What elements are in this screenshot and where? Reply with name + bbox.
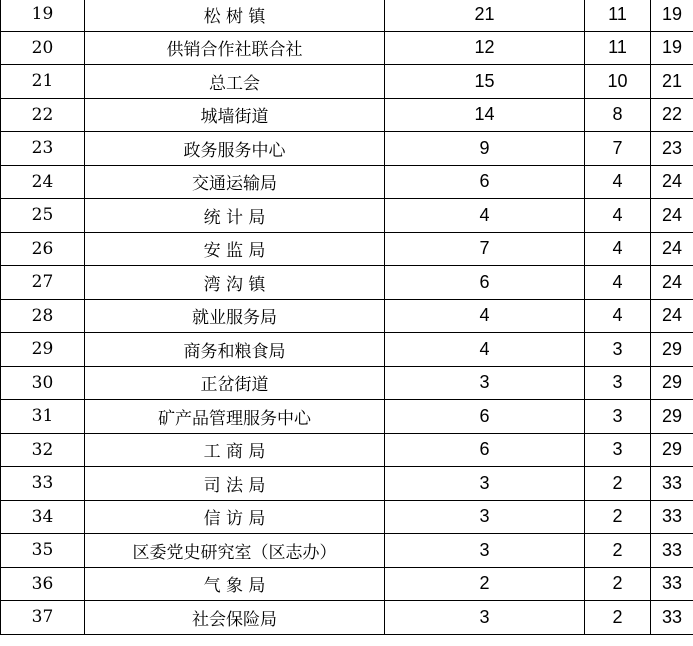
- table-row: [1, 400, 693, 434]
- unit-name-cell: 湾 沟 镇: [85, 266, 385, 300]
- value-b-cell: 7: [585, 132, 651, 166]
- value-a-cell: 9: [385, 132, 585, 166]
- value-c-cell: 24: [651, 199, 693, 233]
- value-a-cell: 3: [385, 366, 585, 400]
- unit-name-cell: 区委党史研究室（区志办）: [85, 534, 385, 568]
- value-a-cell: 14: [385, 98, 585, 132]
- value-c-cell: 19: [651, 0, 693, 31]
- value-c-cell: 33: [651, 567, 693, 601]
- value-c-cell: 29: [651, 400, 693, 434]
- value-a-cell: 15: [385, 65, 585, 99]
- value-c-cell: 24: [651, 165, 693, 199]
- table-row: [1, 98, 693, 132]
- rank-cell: 19: [1, 0, 85, 31]
- value-a-cell: 3: [385, 467, 585, 501]
- value-c-cell: 33: [651, 534, 693, 568]
- value-c-cell: 29: [651, 366, 693, 400]
- unit-name-cell: 气 象 局: [85, 567, 385, 601]
- value-a-cell: 3: [385, 534, 585, 568]
- value-c-cell: 24: [651, 299, 693, 333]
- value-a-cell: 3: [385, 500, 585, 534]
- value-b-cell: 3: [585, 333, 651, 367]
- unit-name-cell: 安 监 局: [85, 232, 385, 266]
- rank-cell: 29: [1, 333, 85, 367]
- value-a-cell: 6: [385, 165, 585, 199]
- rank-cell: 26: [1, 232, 85, 266]
- value-c-cell: 24: [651, 266, 693, 300]
- value-b-cell: 4: [585, 299, 651, 333]
- value-b-cell: 11: [585, 0, 651, 31]
- unit-name-cell: 政务服务中心: [85, 132, 385, 166]
- value-a-cell: 4: [385, 299, 585, 333]
- value-b-cell: 4: [585, 199, 651, 233]
- rank-cell: 27: [1, 266, 85, 300]
- value-b-cell: 4: [585, 232, 651, 266]
- table-row: [1, 467, 693, 501]
- value-c-cell: 33: [651, 500, 693, 534]
- unit-name-cell: 交通运输局: [85, 165, 385, 199]
- value-a-cell: 6: [385, 266, 585, 300]
- table-row: [1, 232, 693, 266]
- value-a-cell: 7: [385, 232, 585, 266]
- table-row: [1, 433, 693, 467]
- rank-cell: 37: [1, 601, 85, 635]
- unit-name-cell: 矿产品管理服务中心: [85, 400, 385, 434]
- table-row: [1, 366, 693, 400]
- rank-cell: 30: [1, 366, 85, 400]
- rank-cell: 23: [1, 132, 85, 166]
- value-c-cell: 22: [651, 98, 693, 132]
- rank-cell: 25: [1, 199, 85, 233]
- rank-cell: 33: [1, 467, 85, 501]
- unit-name-cell: 商务和粮食局: [85, 333, 385, 367]
- rank-cell: 32: [1, 433, 85, 467]
- unit-name-cell: 统 计 局: [85, 199, 385, 233]
- value-b-cell: 4: [585, 165, 651, 199]
- value-b-cell: 2: [585, 500, 651, 534]
- table-row: [1, 333, 693, 367]
- value-c-cell: 21: [651, 65, 693, 99]
- rank-cell: 24: [1, 165, 85, 199]
- value-b-cell: 3: [585, 400, 651, 434]
- table-row: [1, 601, 693, 635]
- value-a-cell: 6: [385, 433, 585, 467]
- table-row: [1, 199, 693, 233]
- value-c-cell: 33: [651, 467, 693, 501]
- value-b-cell: 4: [585, 266, 651, 300]
- value-c-cell: 33: [651, 601, 693, 635]
- value-a-cell: 12: [385, 31, 585, 65]
- value-c-cell: 24: [651, 232, 693, 266]
- table-row: [1, 534, 693, 568]
- value-b-cell: 3: [585, 433, 651, 467]
- rank-cell: 35: [1, 534, 85, 568]
- table-row: [1, 31, 693, 65]
- table-row: [1, 0, 693, 31]
- value-b-cell: 2: [585, 534, 651, 568]
- table-row: [1, 65, 693, 99]
- unit-name-cell: 正岔街道: [85, 366, 385, 400]
- value-a-cell: 21: [385, 0, 585, 31]
- table-row: [1, 567, 693, 601]
- table-body: [1, 0, 693, 634]
- unit-name-cell: 工 商 局: [85, 433, 385, 467]
- unit-name-cell: 松 树 镇: [85, 0, 385, 31]
- value-b-cell: 3: [585, 366, 651, 400]
- value-a-cell: 4: [385, 333, 585, 367]
- rank-cell: 31: [1, 400, 85, 434]
- table-row: [1, 299, 693, 333]
- value-c-cell: 29: [651, 433, 693, 467]
- value-c-cell: 29: [651, 333, 693, 367]
- unit-name-cell: 司 法 局: [85, 467, 385, 501]
- value-b-cell: 10: [585, 65, 651, 99]
- table-row: [1, 132, 693, 166]
- unit-name-cell: 总工会: [85, 65, 385, 99]
- rank-cell: 34: [1, 500, 85, 534]
- unit-name-cell: 供销合作社联合社: [85, 31, 385, 65]
- value-c-cell: 19: [651, 31, 693, 65]
- rank-cell: 36: [1, 567, 85, 601]
- value-b-cell: 2: [585, 567, 651, 601]
- value-a-cell: 3: [385, 601, 585, 635]
- table-row: [1, 165, 693, 199]
- unit-name-cell: 社会保险局: [85, 601, 385, 635]
- value-c-cell: 23: [651, 132, 693, 166]
- value-b-cell: 8: [585, 98, 651, 132]
- unit-name-cell: 就业服务局: [85, 299, 385, 333]
- value-b-cell: 11: [585, 31, 651, 65]
- table-row: [1, 266, 693, 300]
- unit-name-cell: 信 访 局: [85, 500, 385, 534]
- value-b-cell: 2: [585, 601, 651, 635]
- value-a-cell: 4: [385, 199, 585, 233]
- table-row: [1, 500, 693, 534]
- rank-cell: 22: [1, 98, 85, 132]
- value-a-cell: 6: [385, 400, 585, 434]
- rank-cell: 21: [1, 65, 85, 99]
- unit-name-cell: 城墙街道: [85, 98, 385, 132]
- rank-cell: 20: [1, 31, 85, 65]
- value-b-cell: 2: [585, 467, 651, 501]
- rank-cell: 28: [1, 299, 85, 333]
- value-a-cell: 2: [385, 567, 585, 601]
